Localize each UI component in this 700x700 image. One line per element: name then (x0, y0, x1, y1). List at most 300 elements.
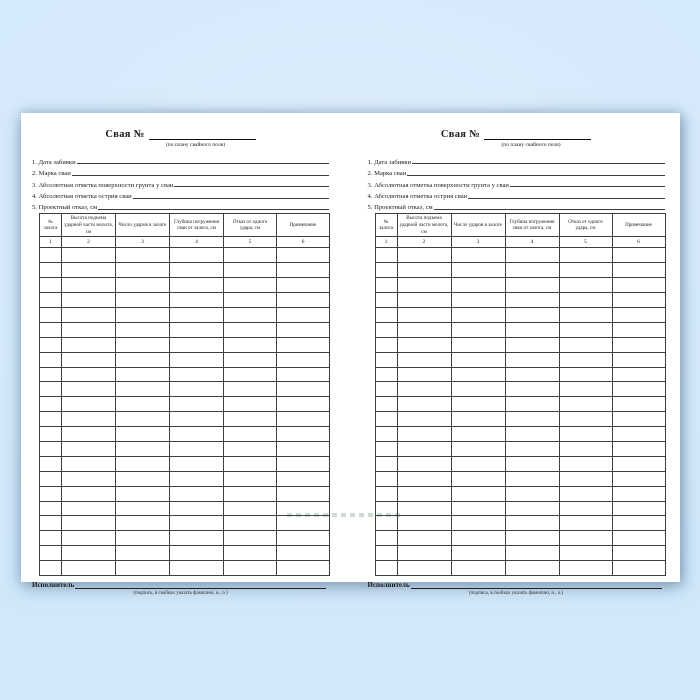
empty-log-cell (62, 471, 116, 486)
empty-log-cell (375, 516, 397, 531)
table-row (375, 442, 665, 457)
empty-log-cell (451, 308, 505, 323)
empty-log-cell (559, 352, 612, 367)
empty-log-cell (116, 397, 170, 412)
empty-log-cell (277, 561, 330, 576)
empty-log-cell (170, 471, 224, 486)
empty-log-cell (116, 278, 170, 293)
empty-log-cell (62, 293, 116, 308)
empty-log-cell (375, 561, 397, 576)
form-field-label: 5. Проектный отказ, см (32, 204, 98, 212)
column-numbers-row (375, 237, 665, 248)
pile-number-label: Свая № (105, 129, 145, 140)
empty-log-cell (40, 352, 62, 367)
table-row (40, 337, 330, 352)
empty-log-cell (224, 501, 277, 516)
empty-log-cell (277, 263, 330, 278)
signature-note: (подпись, в скобках указать фамилию, и., о.) (133, 590, 228, 596)
empty-log-cell (277, 427, 330, 442)
table-row (40, 471, 330, 486)
form-field-blank-line (72, 175, 329, 176)
empty-log-cell (170, 308, 224, 323)
empty-log-cell (375, 501, 397, 516)
empty-log-cell (451, 352, 505, 367)
empty-log-cell (170, 561, 224, 576)
empty-log-cell (559, 427, 612, 442)
empty-log-cell (116, 293, 170, 308)
empty-log-cell (277, 412, 330, 427)
form-field-blank-line (77, 163, 329, 164)
empty-log-cell (277, 397, 330, 412)
executor-row (32, 580, 329, 589)
empty-log-cell (40, 546, 62, 561)
table-row (375, 427, 665, 442)
table-row (375, 337, 665, 352)
empty-log-cell (277, 352, 330, 367)
empty-log-cell (559, 397, 612, 412)
col-header-series-number: № залога (40, 214, 62, 237)
empty-log-cell (224, 412, 277, 427)
empty-log-cell (612, 308, 665, 323)
table-row (40, 456, 330, 471)
empty-log-cell (559, 337, 612, 352)
empty-log-cell (397, 516, 451, 531)
col-header-hammer-drop-height: Высота подъема ударной части молота, см (62, 214, 116, 237)
empty-log-cell (40, 278, 62, 293)
form-field-blank-line (407, 175, 664, 176)
executor-signature-line (411, 588, 662, 589)
empty-log-cell (451, 263, 505, 278)
empty-log-cell (505, 397, 559, 412)
empty-log-cell (170, 382, 224, 397)
empty-log-cell (505, 352, 559, 367)
empty-log-cell (375, 486, 397, 501)
empty-log-cell (170, 352, 224, 367)
empty-log-cell (559, 308, 612, 323)
empty-log-cell (62, 516, 116, 531)
empty-log-cell (62, 501, 116, 516)
empty-log-cell (451, 248, 505, 263)
empty-log-cell (612, 263, 665, 278)
empty-log-cell (559, 516, 612, 531)
empty-log-cell (375, 263, 397, 278)
empty-log-cell (116, 501, 170, 516)
empty-log-cell (559, 501, 612, 516)
empty-log-cell (40, 412, 62, 427)
empty-log-cell (40, 293, 62, 308)
empty-log-cell (62, 352, 116, 367)
empty-log-cell (375, 442, 397, 457)
empty-log-cell (170, 546, 224, 561)
empty-log-cell (559, 322, 612, 337)
empty-log-cell (224, 382, 277, 397)
empty-log-cell (40, 456, 62, 471)
pile-driving-log-table (375, 213, 666, 576)
empty-log-cell (170, 322, 224, 337)
empty-log-cell (375, 412, 397, 427)
empty-log-cell (224, 486, 277, 501)
empty-log-cell (62, 442, 116, 457)
empty-log-cell (170, 516, 224, 531)
form-field-line (368, 189, 665, 200)
pile-driving-log-table (39, 213, 330, 576)
empty-log-cell (612, 427, 665, 442)
form-field-line (32, 166, 329, 177)
empty-log-cell (397, 442, 451, 457)
empty-log-cell (559, 293, 612, 308)
empty-log-cell (559, 248, 612, 263)
table-header-row (375, 214, 665, 237)
column-number-cell: 4 (505, 237, 559, 248)
empty-log-cell (62, 337, 116, 352)
col-header-hammer-drop-height: Высота подъема ударной части молота, см (397, 214, 451, 237)
empty-log-cell (277, 471, 330, 486)
empty-log-cell (116, 337, 170, 352)
column-number-cell: 2 (62, 237, 116, 248)
empty-log-cell (397, 456, 451, 471)
empty-log-cell (451, 546, 505, 561)
empty-log-cell (40, 516, 62, 531)
empty-log-cell (612, 442, 665, 457)
col-header-refusal-per-blow: Отказ от одного удара, см (224, 214, 277, 237)
empty-log-cell (116, 531, 170, 546)
empty-log-cell (62, 397, 116, 412)
empty-log-cell (224, 471, 277, 486)
table-row (375, 352, 665, 367)
table-row (375, 248, 665, 263)
empty-log-cell (397, 248, 451, 263)
empty-log-cell (397, 367, 451, 382)
table-row (375, 382, 665, 397)
table-row (375, 412, 665, 427)
empty-log-cell (505, 456, 559, 471)
empty-log-cell (559, 561, 612, 576)
empty-log-cell (62, 382, 116, 397)
table-row (375, 471, 665, 486)
empty-log-cell (277, 486, 330, 501)
log-table-body (40, 248, 330, 576)
form-field-line (32, 200, 329, 211)
empty-log-cell (505, 293, 559, 308)
pile-number-label: Свая № (440, 129, 481, 140)
empty-log-cell (224, 427, 277, 442)
empty-log-cell (397, 412, 451, 427)
empty-log-cell (397, 531, 451, 546)
empty-log-cell (116, 486, 170, 501)
empty-log-cell (612, 486, 665, 501)
empty-log-cell (505, 427, 559, 442)
empty-log-cell (375, 471, 397, 486)
empty-log-cell (170, 456, 224, 471)
empty-log-cell (170, 337, 224, 352)
empty-log-cell (559, 486, 612, 501)
col-header-penetration-depth: Глубина погружения сваи от залога, см (505, 214, 559, 237)
empty-log-cell (224, 308, 277, 323)
empty-log-cell (170, 278, 224, 293)
form-field-line (368, 166, 665, 177)
column-number-cell: 4 (170, 237, 224, 248)
empty-log-cell (505, 412, 559, 427)
table-row (375, 367, 665, 382)
empty-log-cell (277, 442, 330, 457)
form-field-label: 2. Марка сваи (367, 170, 407, 178)
form-fields (32, 155, 329, 212)
empty-log-cell (559, 442, 612, 457)
table-row (375, 397, 665, 412)
empty-log-cell (397, 471, 451, 486)
empty-log-cell (62, 248, 116, 263)
empty-log-cell (612, 367, 665, 382)
empty-log-cell (375, 278, 397, 293)
empty-log-cell (40, 322, 62, 337)
empty-log-cell (40, 501, 62, 516)
empty-log-cell (224, 352, 277, 367)
empty-log-cell (612, 561, 665, 576)
empty-log-cell (224, 516, 277, 531)
empty-log-cell (40, 561, 62, 576)
empty-log-cell (505, 501, 559, 516)
empty-log-cell (116, 561, 170, 576)
table-row (40, 308, 330, 323)
column-numbers-row (40, 237, 330, 248)
empty-log-cell (375, 397, 397, 412)
executor-label: Исполнитель (32, 581, 75, 590)
form-field-label: 4. Абсолютная отметка острия сваи (32, 193, 132, 201)
empty-log-cell (397, 293, 451, 308)
page-content (368, 127, 665, 596)
empty-log-cell (224, 442, 277, 457)
table-row (375, 516, 665, 531)
pile-number-heading (32, 127, 329, 140)
empty-log-cell (612, 531, 665, 546)
empty-log-cell (116, 442, 170, 457)
empty-log-cell (505, 486, 559, 501)
empty-log-cell (277, 501, 330, 516)
empty-log-cell (451, 561, 505, 576)
empty-log-cell (40, 337, 62, 352)
empty-log-cell (505, 248, 559, 263)
empty-log-cell (559, 263, 612, 278)
empty-log-cell (375, 352, 397, 367)
empty-log-cell (116, 456, 170, 471)
form-page (351, 113, 681, 596)
empty-log-cell (505, 367, 559, 382)
form-field-label: 2. Марка сваи (32, 170, 71, 178)
empty-log-cell (62, 427, 116, 442)
table-row (40, 442, 330, 457)
empty-log-cell (612, 456, 665, 471)
empty-log-cell (451, 427, 505, 442)
table-header-row (40, 214, 330, 237)
empty-log-cell (116, 471, 170, 486)
empty-log-cell (116, 367, 170, 382)
empty-log-cell (375, 293, 397, 308)
table-row (375, 278, 665, 293)
empty-log-cell (40, 531, 62, 546)
form-field-blank-line (412, 163, 664, 164)
empty-log-cell (505, 516, 559, 531)
empty-log-cell (559, 367, 612, 382)
table-row (375, 561, 665, 576)
col-header-blows-per-series: Число ударов в залоге (451, 214, 505, 237)
empty-log-cell (224, 561, 277, 576)
form-field-blank-line (510, 186, 665, 187)
form-field-line (32, 155, 329, 166)
empty-log-cell (62, 263, 116, 278)
form-field-blank-line (174, 186, 329, 187)
empty-log-cell (559, 471, 612, 486)
table-row (40, 293, 330, 308)
table-row (40, 412, 330, 427)
document-sheet (21, 113, 680, 596)
empty-log-cell (397, 561, 451, 576)
empty-log-cell (451, 442, 505, 457)
empty-log-cell (505, 308, 559, 323)
empty-log-cell (277, 382, 330, 397)
empty-log-cell (224, 337, 277, 352)
empty-log-cell (397, 352, 451, 367)
table-row (40, 263, 330, 278)
empty-log-cell (612, 248, 665, 263)
empty-log-cell (62, 322, 116, 337)
empty-log-cell (451, 322, 505, 337)
empty-log-cell (559, 382, 612, 397)
empty-log-cell (40, 367, 62, 382)
empty-log-cell (451, 382, 505, 397)
pile-number-heading (368, 127, 665, 140)
empty-log-cell (40, 397, 62, 412)
empty-log-cell (505, 337, 559, 352)
form-page (21, 113, 351, 596)
empty-log-cell (397, 382, 451, 397)
form-field-label: 3. Абсолютная отметка поверхности грунта у сваи (367, 181, 509, 189)
empty-log-cell (40, 427, 62, 442)
empty-log-cell (505, 263, 559, 278)
empty-log-cell (375, 531, 397, 546)
empty-log-cell (451, 278, 505, 293)
empty-log-cell (40, 248, 62, 263)
empty-log-cell (170, 427, 224, 442)
pile-number-blank-line (149, 139, 256, 140)
column-number-cell: 1 (375, 237, 397, 248)
form-field-line (32, 189, 329, 200)
table-row (40, 278, 330, 293)
table-row (40, 501, 330, 516)
log-table-body (375, 248, 665, 576)
table-row (40, 382, 330, 397)
table-row (375, 501, 665, 516)
column-number-cell: 6 (612, 237, 665, 248)
empty-log-cell (505, 561, 559, 576)
executor-row (368, 580, 665, 589)
empty-log-cell (612, 471, 665, 486)
column-number-cell: 5 (559, 237, 612, 248)
empty-log-cell (224, 322, 277, 337)
form-field-blank-line (133, 198, 329, 199)
empty-log-cell (116, 322, 170, 337)
empty-log-cell (397, 337, 451, 352)
empty-log-cell (612, 516, 665, 531)
empty-log-cell (397, 546, 451, 561)
table-row (40, 367, 330, 382)
form-field-line (368, 200, 665, 211)
column-number-cell: 5 (224, 237, 277, 248)
empty-log-cell (116, 382, 170, 397)
signature-note: (подпись, в скобках указать фамилию, и., о.) (468, 590, 564, 596)
executor-label: Исполнитель (367, 581, 410, 590)
empty-log-cell (559, 278, 612, 293)
empty-log-cell (224, 456, 277, 471)
empty-log-cell (40, 442, 62, 457)
table-row (375, 263, 665, 278)
empty-log-cell (224, 263, 277, 278)
column-number-cell: 2 (397, 237, 451, 248)
empty-log-cell (397, 427, 451, 442)
empty-log-cell (451, 531, 505, 546)
column-number-cell: 6 (277, 237, 330, 248)
empty-log-cell (375, 427, 397, 442)
form-field-label: 1. Дата забивки (367, 158, 412, 166)
empty-log-cell (397, 501, 451, 516)
table-row (40, 352, 330, 367)
table-row (375, 456, 665, 471)
empty-log-cell (559, 531, 612, 546)
empty-log-cell (116, 248, 170, 263)
empty-log-cell (116, 412, 170, 427)
empty-log-cell (224, 531, 277, 546)
empty-log-cell (62, 546, 116, 561)
empty-log-cell (277, 546, 330, 561)
empty-log-cell (451, 293, 505, 308)
empty-log-cell (62, 456, 116, 471)
col-header-notes: Примечание (277, 214, 330, 237)
empty-log-cell (277, 516, 330, 531)
empty-log-cell (451, 367, 505, 382)
empty-log-cell (40, 471, 62, 486)
empty-log-cell (505, 531, 559, 546)
empty-log-cell (277, 337, 330, 352)
table-row (40, 486, 330, 501)
empty-log-cell (170, 531, 224, 546)
table-row (375, 308, 665, 323)
empty-log-cell (170, 248, 224, 263)
table-row (40, 516, 330, 531)
empty-log-cell (277, 278, 330, 293)
empty-log-cell (559, 546, 612, 561)
form-field-label: 1. Дата забивки (32, 158, 76, 166)
pile-field-plan-caption: (по плану свайного поля) (501, 141, 561, 148)
form-field-blank-line (434, 209, 665, 210)
form-field-line (368, 177, 665, 188)
table-row (375, 486, 665, 501)
empty-log-cell (612, 412, 665, 427)
empty-log-cell (451, 412, 505, 427)
empty-log-cell (451, 486, 505, 501)
form-field-blank-line (98, 209, 329, 210)
empty-log-cell (612, 397, 665, 412)
empty-log-cell (451, 516, 505, 531)
empty-log-cell (375, 308, 397, 323)
empty-log-cell (170, 397, 224, 412)
empty-log-cell (62, 308, 116, 323)
col-header-blows-per-series: Число ударов в залоге (116, 214, 170, 237)
empty-log-cell (397, 278, 451, 293)
empty-log-cell (277, 322, 330, 337)
empty-log-cell (397, 308, 451, 323)
empty-log-cell (62, 531, 116, 546)
table-row (40, 546, 330, 561)
empty-log-cell (116, 352, 170, 367)
